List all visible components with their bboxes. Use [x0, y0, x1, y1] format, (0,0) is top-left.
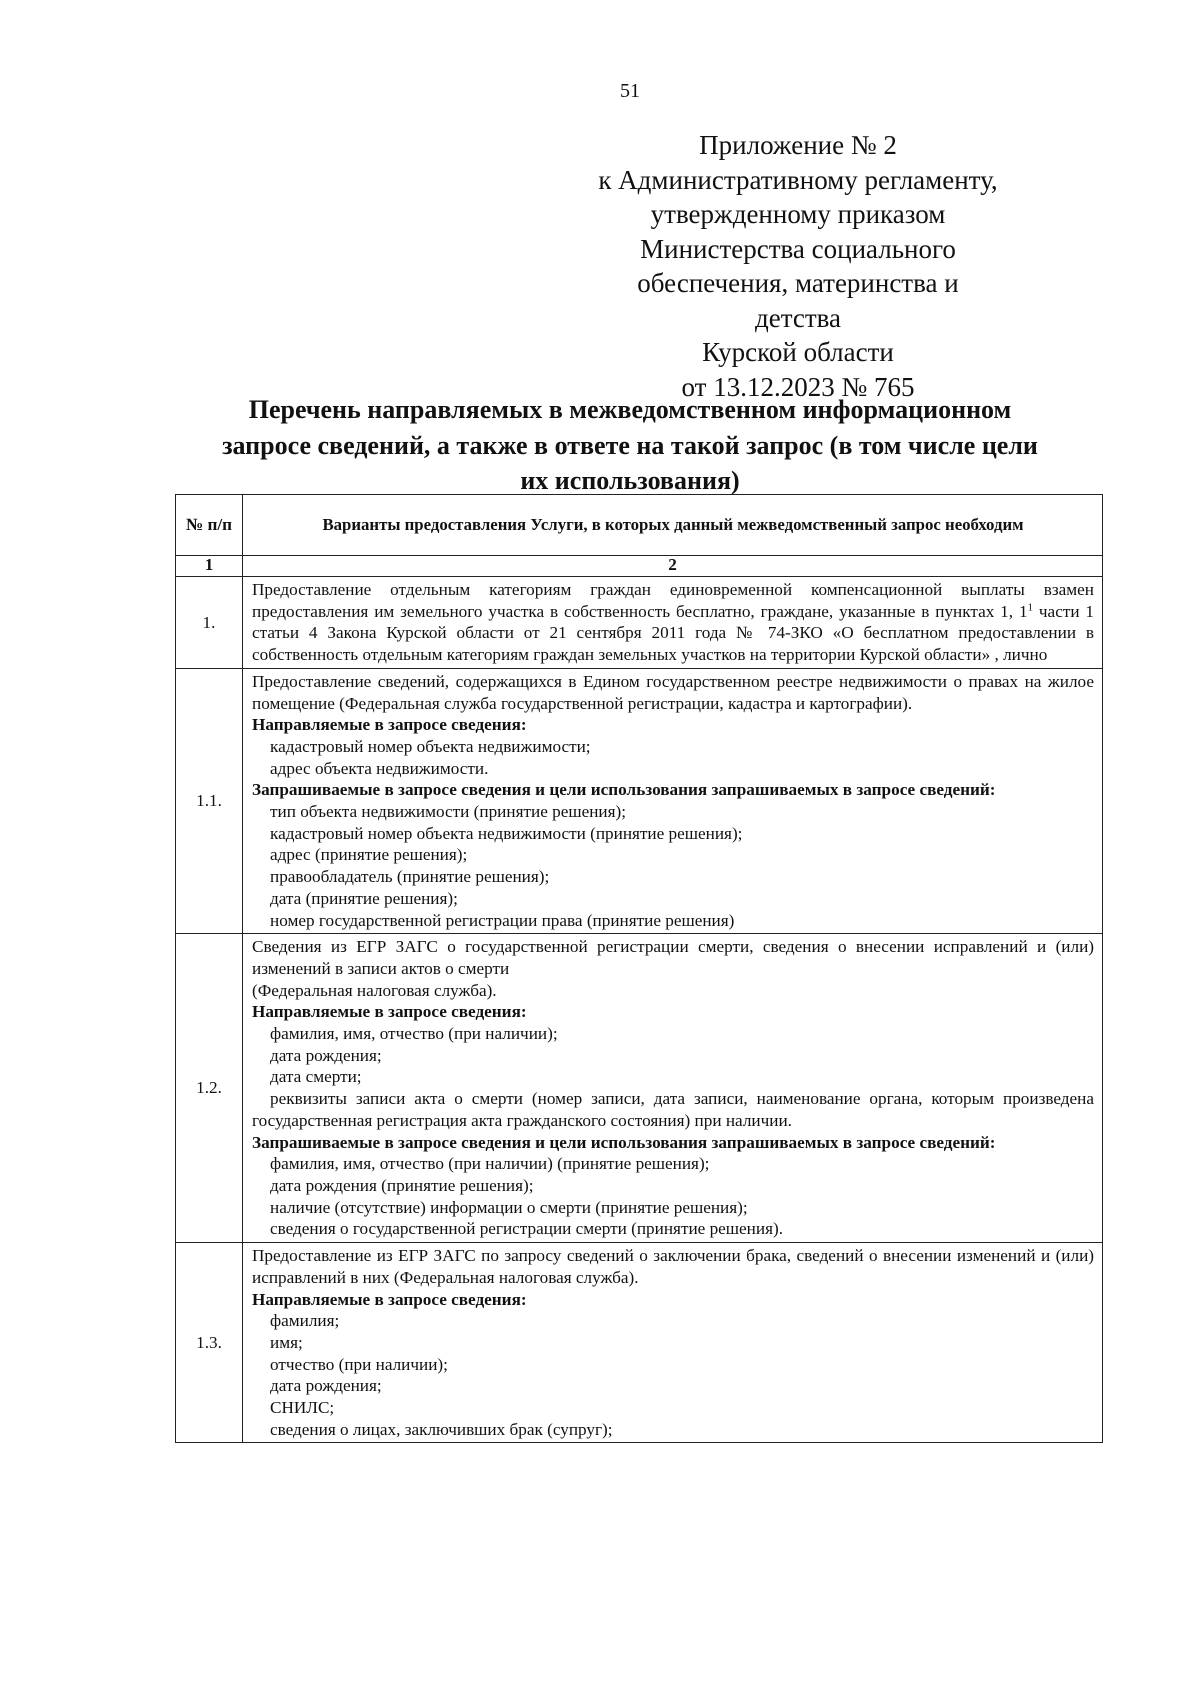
column-number-2: 2: [243, 556, 1103, 577]
list-item: номер государственной регистрации права (принятие решения): [270, 910, 735, 930]
title-line: запросе сведений, а также в ответе на такой запрос (в том числе цели: [222, 430, 1038, 460]
list-item: фамилия, имя, отчество (при наличии);: [270, 1024, 558, 1044]
title-line: их использования): [520, 466, 740, 495]
appendix-line: от 13.12.2023 № 765: [681, 371, 915, 402]
list-item: наличие (отсутствие) информации о смерти (принятие решения);: [270, 1197, 748, 1217]
list-item: имя;: [270, 1332, 303, 1352]
appendix-heading: [598, 128, 998, 404]
row-text: части 1 статьи 4 Закона Курской области от 21 сентября 2011 года № 74-ЗКО «О бесплатном предоставлении в собственность отдельным категориям граждан земельных участков на территории Курской области» , лично: [252, 601, 1094, 665]
appendix-line: обеспечения, материнства и детства: [637, 268, 959, 333]
row-content: [243, 668, 1103, 933]
appendix-line: к Административному регламенту,: [598, 164, 998, 195]
requested-heading: Запрашиваемые в запросе сведения и цели использования запрашиваемых в запросе сведений:: [252, 1132, 996, 1152]
row-content: [243, 934, 1103, 1243]
sent-heading: Направляемые в запросе сведения:: [252, 715, 527, 735]
list-item: СНИЛС;: [270, 1398, 335, 1418]
table-row: [176, 934, 1103, 1243]
requested-heading: Запрашиваемые в запросе сведения и цели использования запрашиваемых в запросе сведений:: [252, 780, 996, 800]
list-item: фамилия, имя, отчество (при наличии) (принятие решения);: [270, 1154, 710, 1174]
list-item: дата рождения (принятие решения);: [270, 1175, 534, 1195]
row-number: 1.3.: [176, 1243, 243, 1443]
appendix-line: Приложение № 2: [699, 130, 897, 160]
row-content: [243, 577, 1103, 669]
row-intro: Предоставление из ЕГР ЗАГС по запросу сведений о заключении брака, сведений о внесении изменений и (или) исправлений в них (Федеральная налоговая служба).: [252, 1246, 1094, 1287]
list-item: кадастровый номер объекта недвижимости (принятие решения);: [270, 823, 743, 843]
list-item: реквизиты записи акта о смерти (номер записи, дата записи, наименование органа, которым произведена государственная регистрация акта гражданского состояния) при наличии.: [252, 1089, 1094, 1130]
list-item: сведения о государственной регистрации смерти (принятие решения).: [270, 1219, 783, 1239]
column-number-1: 1: [176, 556, 243, 577]
list-item: адрес (принятие решения);: [270, 845, 468, 865]
list-item: дата рождения;: [270, 1376, 382, 1396]
list-item: дата (принятие решения);: [270, 888, 458, 908]
header-num-cell: № п/п: [176, 495, 243, 556]
table-row: [176, 668, 1103, 933]
appendix-line: Курской области: [702, 337, 894, 367]
list-item: фамилия;: [270, 1311, 340, 1331]
row-number: 1.1.: [176, 668, 243, 933]
list-item: сведения о лицах, заключивших брак (супруг);: [270, 1419, 613, 1439]
row-number: 1.: [176, 577, 243, 669]
sent-heading: Направляемые в запросе сведения:: [252, 1002, 527, 1022]
row-intro: Предоставление сведений, содержащихся в Едином государственном реестре недвижимости о правах на жилое помещение (Федеральная служба государственной регистрации, кадастра и картографии).: [252, 671, 1094, 713]
row-content: [243, 1243, 1103, 1443]
list-item: дата рождения;: [270, 1045, 382, 1065]
list-item: кадастровый номер объекта недвижимости;: [270, 736, 591, 756]
document-title: [170, 392, 1090, 499]
appendix-line: Министерства социального: [640, 233, 956, 264]
list-item: правообладатель (принятие решения);: [270, 867, 550, 887]
column-numbers-row: [176, 556, 1103, 577]
list-item: отчество (при наличии);: [270, 1354, 448, 1374]
list-item: дата смерти;: [270, 1067, 362, 1087]
list-item: адрес объекта недвижимости.: [270, 758, 489, 778]
table-row: [176, 1243, 1103, 1443]
row-text: Предоставление отдельным категориям граждан единовременной компенсационной выплаты взамен предоставления им земельного участка в собственность бесплатно, граждане, указанные в пунктах 1, 1: [252, 580, 1094, 621]
requests-table: [175, 494, 1103, 1443]
row-intro: Сведения из ЕГР ЗАГС о государственной регистрации смерти, сведения о внесении исправлений и (или) изменений в записи актов о смерти: [252, 937, 1094, 978]
row-intro-2: (Федеральная налоговая служба).: [252, 980, 497, 1000]
page-number: 51: [620, 80, 640, 102]
row-number: 1.2.: [176, 934, 243, 1243]
table-header-row: [176, 495, 1103, 556]
header-variants-cell: Варианты предоставления Услуги, в которых данный межведомственный запрос необходим: [243, 495, 1103, 556]
superscript: 1: [1027, 600, 1034, 613]
list-item: тип объекта недвижимости (принятие решения);: [270, 802, 627, 822]
appendix-line: утвержденному приказом: [650, 199, 946, 229]
title-line: Перечень направляемых в межведомственном информационном: [248, 395, 1012, 424]
sent-heading: Направляемые в запросе сведения:: [252, 1289, 527, 1309]
table-row: [176, 577, 1103, 669]
